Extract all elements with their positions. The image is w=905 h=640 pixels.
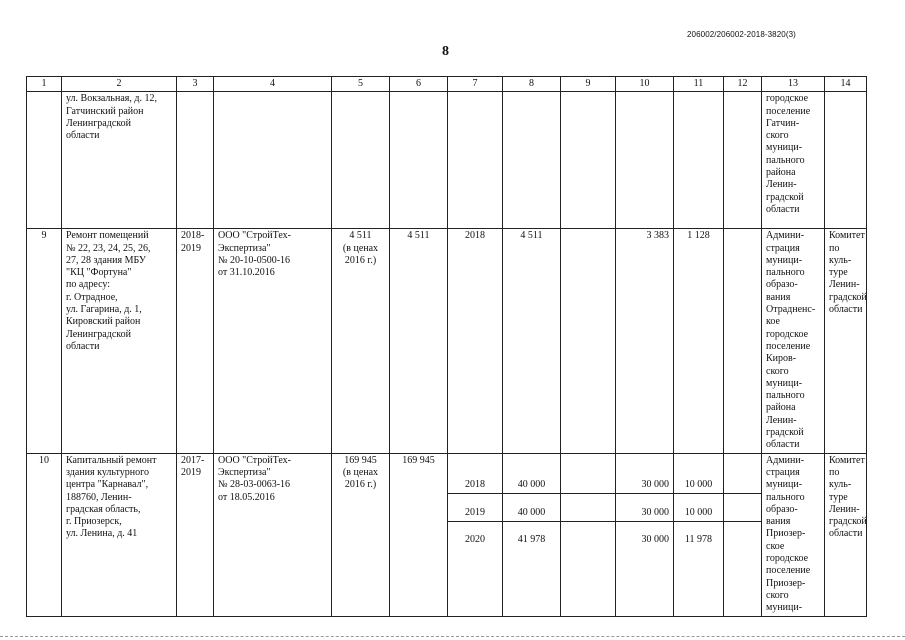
cell-empty	[724, 92, 762, 229]
header-cell: 1	[27, 77, 62, 92]
cell-empty	[674, 92, 724, 229]
sub-cell: 10 000	[674, 507, 723, 522]
sub-cell: 2018	[448, 479, 502, 494]
cell-recipient: Комитет по куль- туре Ленин- градской области	[825, 229, 867, 453]
sub-cell: 40 000	[503, 479, 560, 494]
cell-object-name: Ремонт помещений № 22, 23, 24, 25, 26, 27, 28 здания МБУ "КЦ "Фортуна" по адресу: г. Отрадное, ул. Гагарина, д. 1, Кировский район Ленинградской области	[62, 229, 177, 453]
cell-amount-list	[616, 453, 674, 616]
cell-empty	[561, 92, 616, 229]
sub-cell	[724, 479, 761, 494]
cell-empty	[177, 92, 214, 229]
cell-year-list	[448, 453, 503, 616]
scan-edge-rule	[0, 636, 905, 638]
cell-amount-list	[503, 453, 561, 616]
header-cell: 12	[724, 77, 762, 92]
program-table	[26, 76, 867, 617]
cell-years: 2018- 2019	[177, 229, 214, 453]
cell-num: 10	[27, 453, 62, 616]
continued-row	[27, 92, 867, 229]
header-cell: 14	[825, 77, 867, 92]
cell-year: 2018	[448, 229, 503, 453]
header-cell: 9	[561, 77, 616, 92]
cell-object-name: Капитальный ремонт здания культурного центра "Карнавал", 188760, Ленин- градская область, г. Приозерск, ул. Ленина, д. 41	[62, 453, 177, 616]
cell-num	[27, 92, 62, 229]
header-cell: 8	[503, 77, 561, 92]
header-cell: 7	[448, 77, 503, 92]
cell-years: 2017- 2019	[177, 453, 214, 616]
cell-empty	[616, 92, 674, 229]
sub-cell: 41 978	[517, 533, 546, 545]
cell-empty	[214, 92, 332, 229]
cell-object-address: ул. Вокзальная, д. 12, Гатчинский район Ленинградской области	[62, 92, 177, 229]
cell-empty	[503, 92, 561, 229]
cell-customer: Админи- страция муници- пального образо- вания Отрадненс- кое городское поселение Киров- ского муници- пального района Ленин- градской области	[762, 229, 825, 453]
cell-expertise: ООО "СтройТех- Экспертиза" № 28-03-0063-16 от 18.05.2016	[214, 453, 332, 616]
header-cell: 3	[177, 77, 214, 92]
sub-cell	[561, 534, 615, 548]
header-cell: 5	[332, 77, 390, 92]
cell-cost: 169 945 (в ценах 2016 г.)	[332, 453, 390, 616]
cell-customer: городское поселение Гатчин- ского муници- пального района Ленин- градской области	[762, 92, 825, 229]
header-cell: 4	[214, 77, 332, 92]
document-id: 206002/206002-2018-3820(3)	[687, 30, 796, 39]
header-cell: 2	[62, 77, 177, 92]
cell-empty	[390, 92, 448, 229]
column-number-header-row	[27, 77, 867, 92]
sub-cell: 2020	[465, 533, 485, 545]
header-cell: 10	[616, 77, 674, 92]
cell-total: 4 511	[390, 229, 448, 453]
cell-customer: Админи- страция муници- пального образо- вания Приозер- ское городское поселение Приозер- ского муници-	[762, 453, 825, 616]
cell-amount: 4 511	[503, 229, 561, 453]
sub-cell	[724, 507, 761, 522]
cell-amount	[561, 229, 616, 453]
cell-amount	[724, 229, 762, 453]
sub-cell: 10 000	[674, 479, 723, 494]
sub-cell	[561, 479, 615, 494]
cell-amount-list	[674, 453, 724, 616]
sub-cell	[724, 534, 761, 548]
cell-cost: 4 511 (в ценах 2016 г.)	[332, 229, 390, 453]
sub-cell: 11 978	[684, 533, 713, 545]
header-cell: 11	[674, 77, 724, 92]
cell-total: 169 945	[390, 453, 448, 616]
sub-cell: 2019	[448, 507, 502, 522]
cell-amount: 1 128	[674, 229, 724, 453]
table-row-9	[27, 229, 867, 453]
sub-cell	[561, 507, 615, 522]
cell-amount: 3 383	[616, 229, 674, 453]
cell-amount-list	[724, 453, 762, 616]
cell-empty	[448, 92, 503, 229]
cell-expertise: ООО "СтройТех- Экспертиза" № 20-10-0500-16 от 31.10.2016	[214, 229, 332, 453]
cell-empty	[825, 92, 867, 229]
sub-cell: 40 000	[503, 507, 560, 522]
cell-amount-list	[561, 453, 616, 616]
cell-num: 9	[27, 229, 62, 453]
sub-cell: 30 000	[616, 507, 673, 522]
sub-cell: 30 000	[641, 533, 669, 545]
page-number: 8	[442, 44, 449, 59]
cell-recipient: Комитет по куль- туре Ленин- градской области	[825, 453, 867, 616]
table-row-10	[27, 453, 867, 616]
cell-empty	[332, 92, 390, 229]
header-cell: 6	[390, 77, 448, 92]
header-cell: 13	[762, 77, 825, 92]
sub-cell: 30 000	[616, 479, 673, 494]
